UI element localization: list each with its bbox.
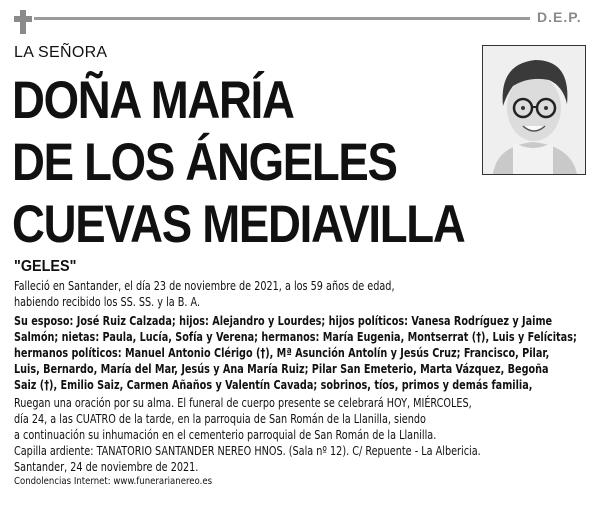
name-line: DOÑA MARÍA bbox=[12, 71, 294, 130]
funeral-line: día 24, a las CUATRO de la tarde, en la parroquia de San Román de la Llanilla, siendo bbox=[14, 411, 426, 426]
portrait-photo bbox=[482, 45, 586, 175]
family-line: hermanos políticos: Manuel Antonio Clérigo (†), Mª Asunción Antolín y Jesús Cruz; Francisco, Pilar, bbox=[14, 345, 550, 360]
condolences-footer: Condolencias Internet: www.funerarianereo.es bbox=[14, 476, 213, 487]
portrait-image bbox=[483, 46, 585, 174]
family-line: Salmón; nietas: Paula, Lucía, Sofía y Verena; hermanos: María Eugenia, Montserrat (†), Luis y Felícitas; bbox=[14, 329, 577, 344]
dep-label: D.E.P. bbox=[537, 9, 582, 25]
family-line: Luis, Bernardo, María del Mar, Jesús y Ana María Ruiz; Pilar San Emeterio, Marta Vázquez, Begoña bbox=[14, 361, 549, 376]
name-line: CUEVAS MEDIAVILLA bbox=[12, 195, 465, 254]
death-line: habiendo recibido los SS. SS. y la B. A. bbox=[14, 294, 201, 309]
family-line: Su esposo: José Ruiz Calzada; hijos: Alejandro y Lourdes; hijos políticos: Vanesa Rodríguez y Jaime bbox=[14, 313, 553, 328]
family-line: Saiz (†), Emilio Saiz, Carmen Añaños y Valentín Cavada; sobrinos, tíos, primos y demás familia, bbox=[14, 377, 533, 392]
nickname: "GELES" bbox=[14, 258, 77, 275]
header-rule bbox=[34, 17, 530, 20]
cross-icon bbox=[14, 10, 32, 34]
funeral-line: Santander, 24 de noviembre de 2021. bbox=[14, 459, 199, 474]
name-line: DE LOS ÁNGELES bbox=[12, 133, 397, 192]
death-line: Falleció en Santander, el día 23 de noviembre de 2021, a los 59 años de edad, bbox=[14, 278, 395, 293]
funeral-line: Capilla ardiente: TANATORIO SANTANDER NEREO HNOS. (Sala nº 12). C/ Repuente - La Albericia. bbox=[14, 443, 481, 458]
deceased-name bbox=[12, 70, 464, 256]
funeral-line: Ruegan una oración por su alma. El funeral de cuerpo presente se celebrará HOY, MIÉRCOLES, bbox=[14, 395, 472, 410]
intro-label: LA SEÑORA bbox=[14, 44, 108, 61]
funeral-line: a continuación su inhumación en el cementerio parroquial de San Román de la Llanilla. bbox=[14, 427, 437, 442]
